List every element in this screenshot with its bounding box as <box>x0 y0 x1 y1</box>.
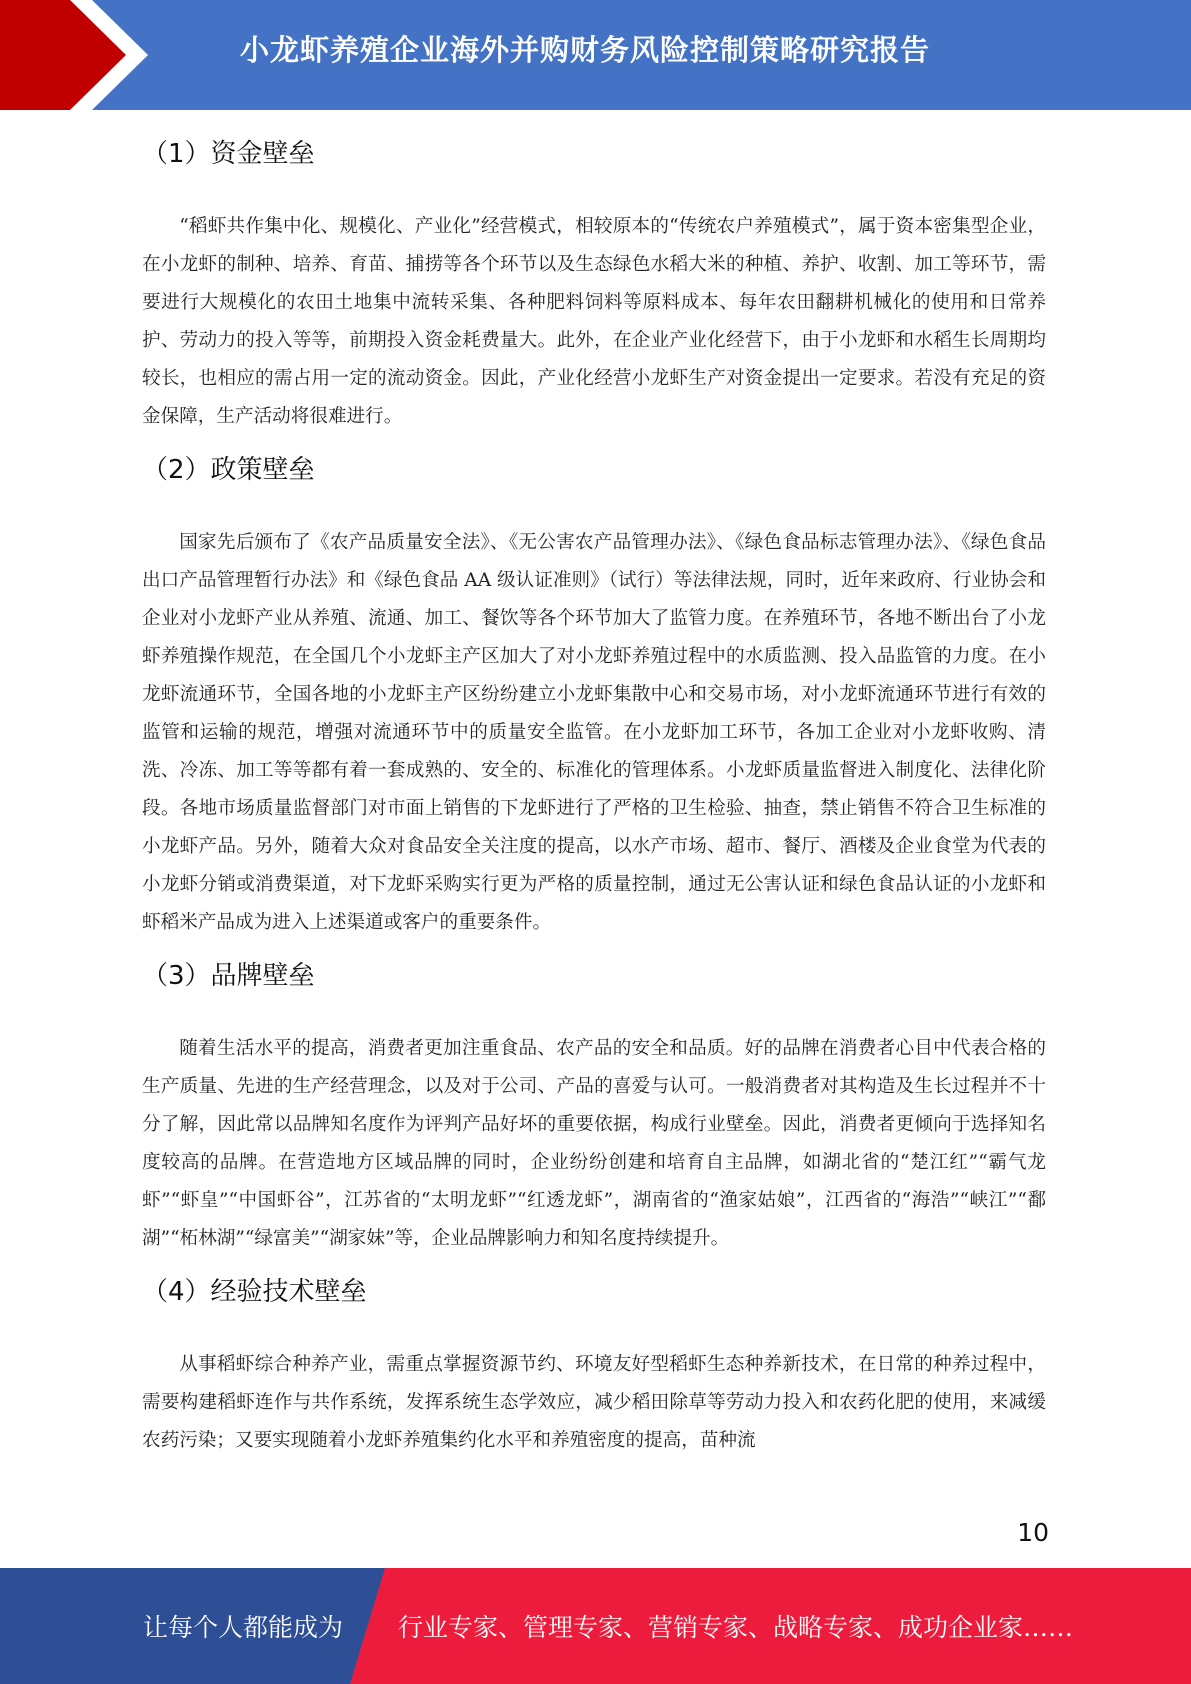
header-title: 小龙虾养殖企业海外并购财务风险控制策略研究报告 <box>240 33 931 67</box>
document-body <box>142 122 1046 1474</box>
paragraph: 从事稻虾综合种养产业，需重点掌握资源节约、环境友好型稻虾生态种养新技术，在日常的种养过程中，需要构建稻虾连作与共作系统，发挥系统生态学效应，减少稻田除草等劳动力投入和农药化肥的使用，来减缓农药污染；又要实现随着小龙虾养殖集约化水平和养殖密度的提高，苗种流 <box>142 1354 1046 1451</box>
page-header <box>0 0 1191 110</box>
section-brand <box>142 956 1046 1258</box>
section-heading: （2）政策壁垒 <box>142 455 315 485</box>
paragraph: 随着生活水平的提高，消费者更加注重食品、农产品的安全和品质。好的品牌在消费者心目中代表合格的生产质量、先进的生产经营理念，以及对于公司、产品的喜爱与认可。一般消费者对其构造及生长过程并不十分了解，因此常以品牌知名度作为评判产品好坏的重要依据，构成行业壁垒。因此，消费者更倾向于选择知名度较高的品牌。在营造地方区域品牌的同时，企业纷纷创建和培育自主品牌，如湖北省的“楚江红”“霸气龙虾”“虾皇”“中国虾谷”，江苏省的“太明龙虾”“红透龙虾”，湖南省的“渔家姑娘”，江西省的“海浩”“峡江”“鄱湖”“柘林湖”“绿富美”“湖家妹”等，企业品牌影响力和知名度持续提升。 <box>142 1038 1046 1249</box>
footer-slogan-left: 让每个人都能成为 <box>143 1613 344 1642</box>
section-heading: （3）品牌壁垒 <box>142 961 315 991</box>
footer-slogan-right: 行业专家、管理专家、营销专家、战略专家、成功企业家…… <box>398 1613 1074 1642</box>
section-policy <box>142 450 1046 942</box>
page-footer <box>0 1568 1191 1684</box>
section-funding <box>142 134 1046 436</box>
page-number: 10 <box>1017 1518 1049 1547</box>
paragraph: “稻虾共作集中化、规模化、产业化”经营模式，相较原本的“传统农户养殖模式”，属于资本密集型企业，在小龙虾的制种、培养、育苗、捕捞等各个环节以及生态绿色水稻大米的种植、养护、收割、加工等环节，需要进行大规模化的农田土地集中流转采集、各种肥料饲料等原料成本、每年农田翻耕机械化的使用和日常养护、劳动力的投入等等，前期投入资金耗费量大。此外，在企业产业化经营下，由于小龙虾和水稻生长周期均较长，也相应的需占用一定的流动资金。因此，产业化经营小龙虾生产对资金提出一定要求。若没有充足的资金保障，生产活动将很难进行。 <box>142 216 1046 427</box>
paragraph: 国家先后颁布了《农产品质量安全法》、《无公害农产品管理办法》、《绿色食品标志管理办法》、《绿色食品出口产品管理暂行办法》和《绿色食品 AA 级认证准则》（试行）等法律法规，同时，近年来政府、行业协会和企业对小龙虾产业从养殖、流通、加工、餐饮等各个环节加大了监管力度。在养殖环节，各地不断出台了小龙虾养殖操作规范，在全国几个小龙虾主产区加大了对小龙虾养殖过程中的水质监测、投入品监管的力度。在小龙虾流通环节，全国各地的小龙虾主产区纷纷建立小龙虾集散中心和交易市场，对小龙虾流通环节进行有效的监管和运输的规范，增强对流通环节中的质量安全监管。在小龙虾加工环节，各加工企业对小龙虾收购、清洗、冷冻、加工等等都有着一套成熟的、安全的、标准化的管理体系。小龙虾质量监督进入制度化、法律化阶段。各地市场质量监督部门对市面上销售的下龙虾进行了严格的卫生检验、抽查，禁止销售不符合卫生标准的小龙虾产品。另外，随着大众对食品安全关注度的提高，以水产市场、超市、餐厅、酒楼及企业食堂为代表的小龙虾分销或消费渠道，对下龙虾采购实行更为严格的质量控制，通过无公害认证和绿色食品认证的小龙虾和虾稻米产品成为进入上述渠道或客户的重要条件。 <box>142 532 1046 933</box>
chevron-arrow-icon <box>0 0 160 110</box>
section-heading: （1）资金壁垒 <box>142 139 315 169</box>
section-technology <box>142 1272 1046 1460</box>
section-heading: （4）经验技术壁垒 <box>142 1277 367 1307</box>
